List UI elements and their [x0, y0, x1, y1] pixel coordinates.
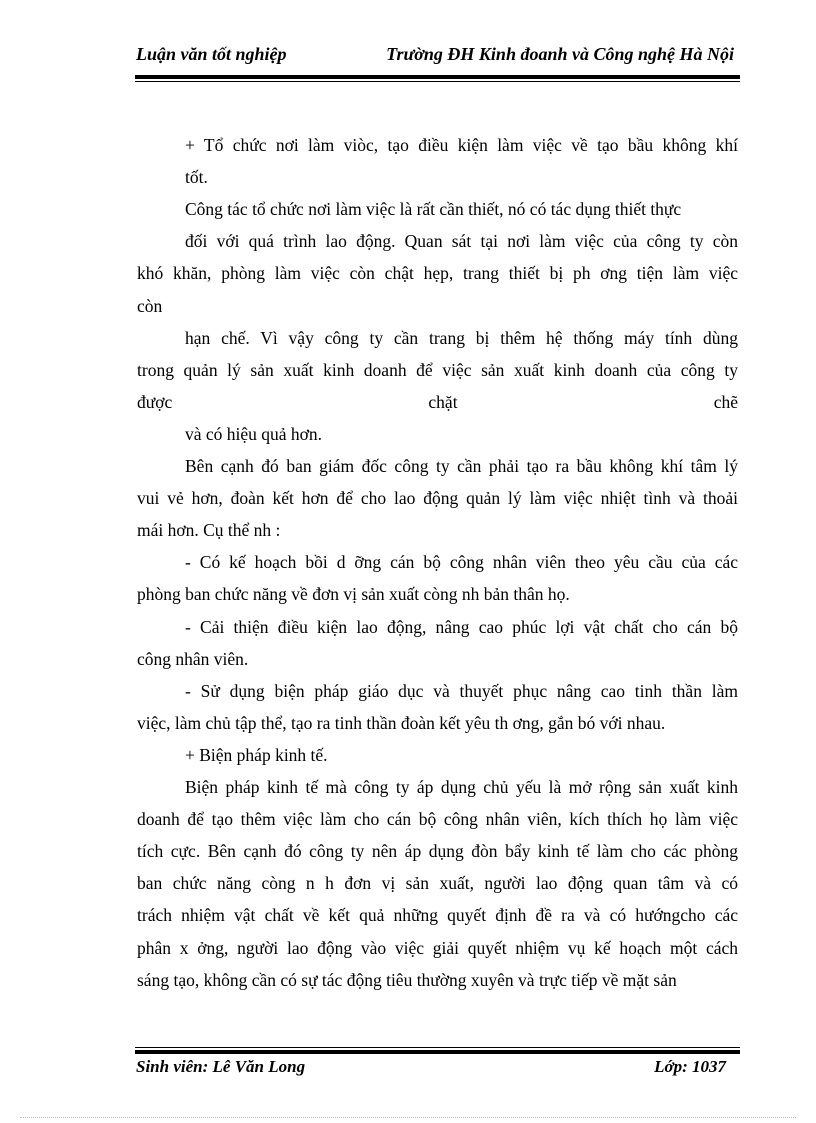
body-line: phân x ởng, người lao động vào việc giải quyết nhiệm vụ kế hoạch một cách [137, 937, 738, 958]
body-line: vui vẻ hơn, đoàn kết hơn để cho lao động quản lý làm việc nhiệt tình và thoải [137, 488, 738, 509]
body-line: - Sử dụng biện pháp giáo dục và thuyết phục nâng cao tinh thần làm [185, 680, 738, 701]
header-thesis-label: Luận văn tốt nghiệp [136, 44, 287, 64]
footer-rule-thin [135, 1047, 740, 1048]
page-edge [20, 1117, 796, 1118]
body-line: tích cực. Bên cạnh đó công ty nên áp dụng đòn bẩy kinh tế làm cho các phòng [137, 841, 738, 862]
body-line: + Tổ chức nơi làm viòc, tạo điều kiện làm việc về tạo bầu không khí [185, 135, 738, 155]
body-line: Biện pháp kinh tế mà công ty áp dụng chủ yếu là mở rộng sản xuất kinh [185, 777, 738, 797]
body-line: đối với quá trình lao động. Quan sát tại nơi làm việc của công ty còn [185, 231, 738, 252]
footer-student: Sinh viên: Lê Văn Long [136, 1057, 306, 1076]
body-line: + Biện pháp kinh tế. [185, 744, 328, 765]
body-line: - Cải thiện điều kiện lao động, nâng cao phúc lợi vật chất cho cán bộ [185, 616, 738, 637]
body-line: và có hiệu quả hơn. [185, 423, 323, 444]
body-line: ban chức năng còng n h đơn vị sản xuất, người lao động quan tâm và có [137, 873, 738, 894]
body-line: công nhân viên. [137, 648, 249, 669]
body-line: Bên cạnh đó ban giám đốc công ty cần phải tạo ra bầu không khí tâm lý [185, 456, 738, 476]
header-rule [135, 75, 740, 79]
header-rule-thin [135, 81, 740, 82]
body-line: còn [137, 295, 163, 316]
body-line: - Có kế hoạch bồi d ỡng cán bộ công nhân viên theo yêu cầu của các [185, 552, 738, 573]
body-line: doanh để tạo thêm việc làm cho cán bộ công nhân viên, kích thích họ làm việc [137, 809, 738, 830]
footer-rule [135, 1050, 740, 1054]
body-line: mái hơn. Cụ thể nh : [137, 520, 281, 541]
header-university: Trường ĐH Kinh đoanh và Công nghệ Hà Nội [386, 44, 734, 64]
body-line: khó khăn, phòng làm việc còn chật hẹp, trang thiết bị ph ơng tiện làm việc [137, 263, 738, 284]
body-line: phòng ban chức năng về đơn vị sản xuất còng nh bản thân họ. [137, 584, 570, 605]
footer-class: Lớp: 1037 [654, 1057, 726, 1076]
body-line: hạn chế. Vì vậy công ty cần trang bị thêm hệ thống máy tính dùng [185, 327, 738, 348]
body-line: trong quản lý sản xuất kinh doanh để việc sản xuất kinh doanh của công ty [137, 359, 738, 380]
body-line: Công tác tổ chức nơi làm việc là rất cần thiết, nó có tác dụng thiết thực [185, 199, 682, 220]
body-line: tốt. [185, 167, 208, 188]
body-line: việc, làm chủ tập thể, tạo ra tinh thần đoàn kết yêu th ơng, gắn bó với nhau. [137, 712, 666, 733]
body-line: trách nhiệm vật chất về kết quả những quyết định đề ra và có hướngcho các [137, 905, 738, 926]
body-line: được chặt chẽ [137, 391, 738, 412]
body-line: sáng tạo, không cần có sự tác động tiêu thường xuyên và trực tiếp về mặt sản [137, 969, 677, 990]
